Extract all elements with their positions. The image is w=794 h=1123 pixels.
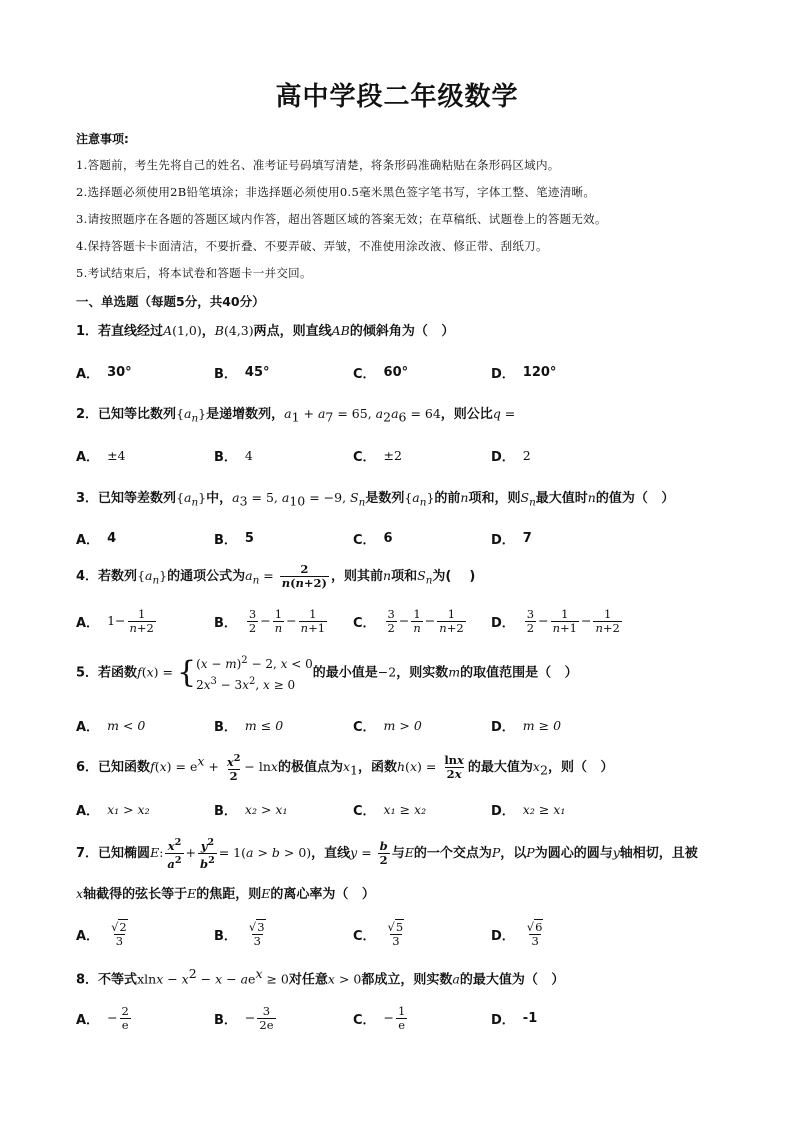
question-number: 7． <box>76 845 99 861</box>
question-number: 2． <box>76 407 99 422</box>
notes-heading: 注意事项: <box>76 132 129 146</box>
question-4-stem: 4．若数列$\{a_n\}$的通项公式为$a_n$ = $\frac{2}{n(n+2)}$ ，则其前n项和$S_n$为( ) <box>76 562 476 590</box>
section-heading: 一、单选题（每题5分，共40分） <box>76 294 265 309</box>
option-a[interactable]: A． 1− $\frac{1}{n+2}$ <box>76 606 154 635</box>
option-c[interactable]: C． ±2 <box>353 447 402 465</box>
option-a[interactable]: A． ±4 <box>76 447 126 465</box>
question-1-options <box>76 352 716 392</box>
option-b[interactable]: B． − $\frac{3}{2e}$ <box>214 1003 274 1032</box>
option-d[interactable]: D． $\frac{√6}{3}$ <box>491 919 543 948</box>
option-a[interactable]: A． $\frac{√2}{3}$ <box>76 919 127 948</box>
question-2-stem: 2．已知等比数列$\{a_n\}$是递增数列，$a_1 + a_7 = 65$, $a_2a_6 = 64$，则公比q = <box>76 406 516 425</box>
option-c[interactable]: C． 6 <box>353 530 393 548</box>
question-5-options <box>76 705 716 745</box>
exam-title: 高中学段二年级数学 <box>275 82 519 112</box>
question-number: 8． <box>76 972 99 988</box>
question-2-options <box>76 435 716 475</box>
option-a[interactable]: A． m < 0 <box>76 717 146 735</box>
question-number: 4． <box>76 569 99 584</box>
question-8-options <box>76 998 716 1038</box>
option-b[interactable]: B． 5 <box>214 530 254 548</box>
option-b[interactable]: B． m ≤ 0 <box>214 717 284 735</box>
option-d[interactable]: D． $\frac{3}{2}$ − $\frac{1}{n+1}$ − $\frac{1}{n+2}$ <box>491 606 620 635</box>
option-b[interactable]: B． 45° <box>214 364 270 382</box>
question-6-options <box>76 789 716 829</box>
option-c[interactable]: C． $\frac{√5}{3}$ <box>353 919 404 948</box>
option-d[interactable]: D． 2 <box>491 447 531 465</box>
question-7-stem: 7．已知椭圆E: $\frac{x^2}{a^2}$ + $\frac{y^2}{b^2}$ = 1(a > b > 0)，直线y = $\frac{b}{2}$ 与E的一个交点为P，以P为圆心的圆与y轴相切，且被 <box>76 837 698 871</box>
question-8-stem: 8．不等式$xlnx - x^2 - x - ae^x \ge 0$对任意x > 0都成立，则实数a的最大值为（ ） <box>76 966 565 988</box>
option-d[interactable]: D． 120° <box>491 364 557 382</box>
question-4-options <box>76 601 716 641</box>
option-a[interactable]: A． 30° <box>76 364 132 382</box>
option-d[interactable]: D． x₂ ≥ x₁ <box>491 801 566 819</box>
option-a[interactable]: A． 4 <box>76 530 117 548</box>
option-d[interactable]: D． -1 <box>491 1010 538 1028</box>
question-5-stem: 5．若函数f(x) = { $(x - m)^2 - 2$, x < 0 $2x^3 - 3x^2$, x ≥ 0 的最小值是−2，则实数m的取值范围是（ ） <box>76 655 578 692</box>
option-c[interactable]: C． − $\frac{1}{e}$ <box>353 1003 406 1032</box>
question-number: 6． <box>76 759 99 775</box>
option-c[interactable]: C． x₁ ≥ x₂ <box>353 801 427 819</box>
option-a[interactable]: A． x₁ > x₂ <box>76 801 150 819</box>
question-3-stem: 3．已知等差数列$\{a_n\}$中，$a_3 = 5$, $a_{10} = -9$, $S_n$是数列$\{a_n\}$的前n项和，则$S_n$最大值时n的值为（ ） <box>76 490 675 509</box>
option-d[interactable]: D． 7 <box>491 530 532 548</box>
note-item: 1.答题前，考生先将自己的姓名、准考证号码填写清楚，将条形码准确粘贴在条形码区域内。 <box>76 158 560 172</box>
question-number: 5． <box>76 665 99 681</box>
option-a[interactable]: A． − $\frac{2}{e}$ <box>76 1003 129 1032</box>
question-7-stem-line2: x轴截得的弦长等于E的焦距，则E的离心率为（ ） <box>76 886 375 902</box>
question-1-stem: 1．若直线经过A(1,0)，B(4,3)两点，则直线AB的倾斜角为（ ） <box>76 323 455 339</box>
question-number: 3． <box>76 491 99 506</box>
option-b[interactable]: B． $\frac{√3}{3}$ <box>214 919 265 948</box>
question-7-options <box>76 914 716 954</box>
note-item: 5.考试结束后，将本试卷和答题卡一并交回。 <box>76 266 312 280</box>
question-number: 1． <box>76 324 99 339</box>
option-c[interactable]: C． m > 0 <box>353 717 422 735</box>
option-b[interactable]: B． 4 <box>214 447 253 465</box>
note-item: 4.保持答题卡卡面清洁，不要折叠、不要弄破、弄皱，不准使用涂改液、修正带、刮纸刀。 <box>76 239 548 253</box>
note-item: 2.选择题必须使用2B铅笔填涂；非选择题必须使用0.5毫米黑色签字笔书写，字体工整、笔迹清晰。 <box>76 185 596 199</box>
option-d[interactable]: D． m ≥ 0 <box>491 717 562 735</box>
option-c[interactable]: C． $\frac{3}{2}$ − $\frac{1}{n}$ − $\frac{1}{n+2}$ <box>353 606 464 635</box>
question-6-stem: 6．已知函数$f(x) = e^x$ + $\frac{x^2}{2}$ − lnx的极值点为$x_1$，函数h(x) = $\frac{\ln x}{2x}$ 的最大值为$x_2$，则（ ） <box>76 752 614 783</box>
question-3-options <box>76 518 716 558</box>
note-item: 3.请按照题序在各题的答题区域内作答，超出答题区域的答案无效；在草稿纸、试题卷上的答题无效。 <box>76 212 607 226</box>
option-c[interactable]: C． 60° <box>353 364 409 382</box>
option-b[interactable]: B． $\frac{3}{2}$ − $\frac{1}{n}$ − $\frac{1}{n+1}$ <box>214 606 326 635</box>
option-b[interactable]: B． x₂ > x₁ <box>214 801 288 819</box>
